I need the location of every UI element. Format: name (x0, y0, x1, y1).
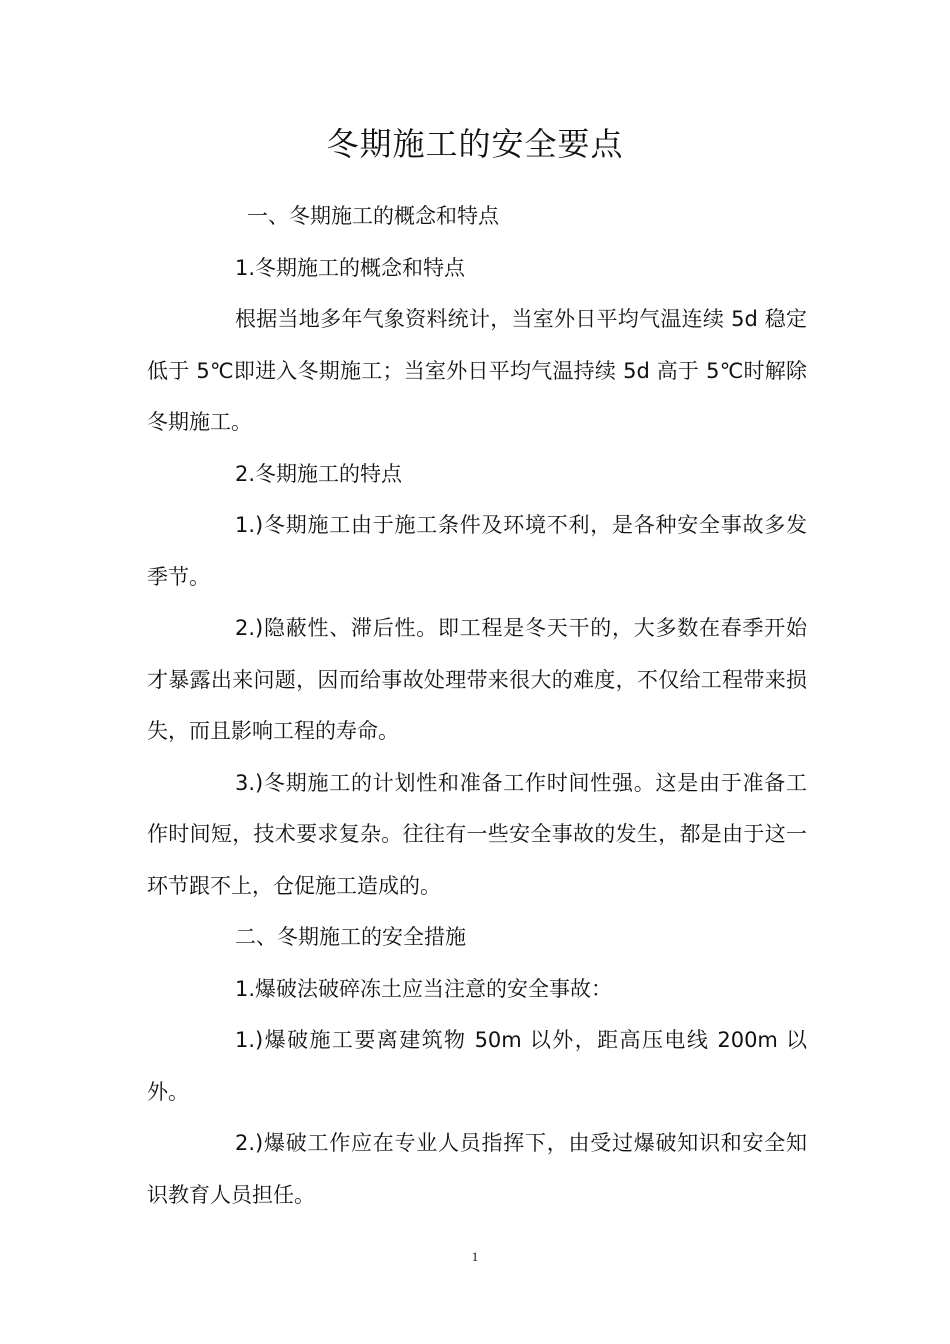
subheading-2-1: 1.爆破法破碎冻土应当注意的安全事故： (235, 976, 613, 1001)
document-body (147, 191, 807, 1221)
subheading-1-1: 1.冬期施工的概念和特点 (235, 255, 466, 280)
list-item-1: 1.)冬期施工由于施工条件及环境不利，是各种安全事故多发季节。 (147, 513, 807, 589)
list-item-4: 1.)爆破施工要离建筑物 50m 以外，距高压电线 200m 以外。 (147, 1028, 807, 1104)
list-item-5: 2.)爆破工作应在专业人员指挥下，由受过爆破知识和安全知识教育人员担任。 (147, 1131, 807, 1207)
section-heading-2: 二、冬期施工的安全措施 (235, 925, 466, 949)
paragraph-definition: 根据当地多年气象资料统计，当室外日平均气温连续 5d 稳定低于 5℃即进入冬期施工；当室外日平均气温持续 5d 高于 5℃时解除冬期施工。 (147, 307, 807, 434)
section-heading-1: 一、冬期施工的概念和特点 (247, 204, 499, 228)
list-item-3: 3.)冬期施工的计划性和准备工作时间性强。这是由于准备工作时间短，技术要求复杂。往往有一些安全事故的发生，都是由于这一环节跟不上，仓促施工造成的。 (147, 770, 807, 898)
list-item-2: 2.)隐蔽性、滞后性。即工程是冬天干的，大多数在春季开始才暴露出来问题，因而给事故处理带来很大的难度，不仅给工程带来损失，而且影响工程的寿命。 (147, 616, 807, 743)
subheading-1-2: 2.冬期施工的特点 (235, 461, 403, 486)
page-title: 冬期施工的安全要点 (326, 125, 624, 163)
page-number: 1 (471, 1249, 479, 1264)
